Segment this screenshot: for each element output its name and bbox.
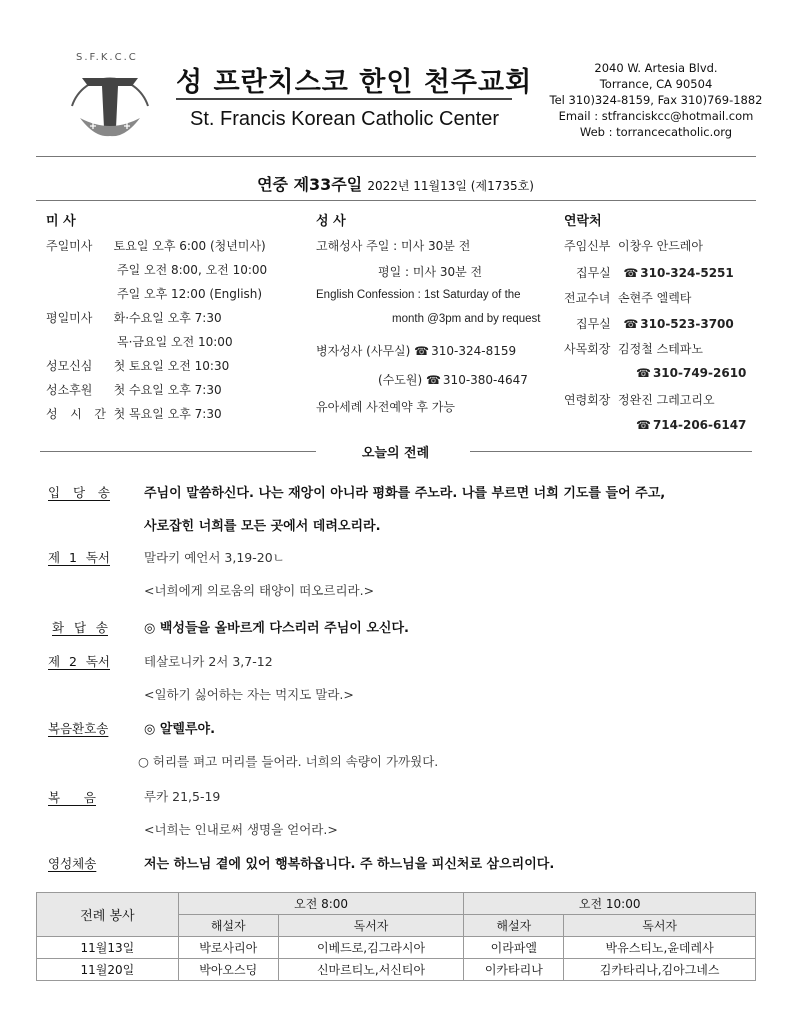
gospel-acclamation-verse: ○ 허리를 펴고 머리를 들어라. 너희의 속량이 가까웠다.: [138, 754, 439, 769]
contact-pastor: 주임신부 이창우 안드레아: [564, 239, 703, 253]
mass1-header: 오전 8:00: [178, 893, 464, 915]
issue-line: [0, 172, 791, 195]
psalm-label: 화 답 송: [52, 620, 108, 635]
communion-label: 영성체송: [48, 856, 97, 871]
contact-elder: 연령회장 정완진 그레고리오: [564, 393, 715, 407]
gospel-ref: 루카 21,5-19: [144, 789, 221, 804]
schedule-readers-2: 박유스티노,윤데레사: [564, 937, 756, 959]
header-divider: [36, 156, 756, 157]
phone-icon: [623, 266, 640, 280]
liturgy-title: 오늘의 전례: [361, 446, 430, 461]
church-name-korean: 성 프란치스코 한인 천주교회: [176, 67, 533, 98]
reading2-ref: 테살로니카 2서 3,7-12: [144, 654, 273, 669]
gospel-label: 복 음: [48, 790, 96, 805]
mass-row: 주일 오전 8:00, 오전 10:00: [117, 263, 268, 277]
schedule-date: 11월20일: [37, 959, 179, 981]
reading1-label: 제 1 독서: [48, 550, 110, 565]
table-row: [37, 959, 756, 981]
schedule-readers-1: 신마르티노,서신티아: [278, 959, 464, 981]
email-line: Email : stfranciskcc@hotmail.com: [558, 109, 754, 123]
church-logo: [60, 48, 160, 148]
reader-header: 독서자: [564, 915, 756, 937]
gospel-theme: <너희는 인내로써 생명을 얻어라.>: [144, 822, 338, 837]
reading1-ref: 말라키 예언서 3,19-20ㄴ: [144, 550, 285, 565]
logo-lettering: S.F.K.C.C: [76, 52, 138, 63]
english-confession: English Confession : 1st Saturday of the: [316, 289, 521, 301]
schedule-readers-1: 이베드로,김그라시아: [278, 937, 464, 959]
mass-row: 주일미사 토요일 오후 6:00 (청년미사): [46, 239, 266, 253]
schedule-readers-2: 김카타리나,김아그네스: [564, 959, 756, 981]
mass-row: 성모신심 첫 토요일 오전 10:30: [46, 359, 230, 373]
reading1-theme: <너희에게 의로움의 태양이 떠오르리라.>: [144, 583, 375, 598]
issue-date: 2022년 11월13일 (제1735호): [367, 179, 534, 193]
address-line-1: 2040 W. Artesia Blvd.: [594, 61, 718, 75]
schedule-commentator-1: 박아오스딩: [178, 959, 278, 981]
reading2-theme: <일하기 싫어하는 자는 먹지도 말라.>: [144, 687, 354, 702]
reader-header: 독서자: [278, 915, 464, 937]
mass-heading: 미 사: [46, 214, 76, 229]
reading2-label: 제 2 독서: [48, 654, 110, 669]
phone-icon: [636, 418, 653, 432]
contact-sister: 전교수녀 손현주 엘렉타: [564, 291, 692, 305]
phone-icon: [636, 366, 653, 380]
contact-office-1: 집무실 ☎ 310-324-5251: [576, 264, 734, 281]
contact-council: 사목회장 김정철 스테파노: [564, 342, 703, 356]
contacts-heading: 연락처: [564, 214, 602, 229]
mass-row: 목·금요일 오전 10:00: [117, 335, 233, 349]
contact-office-2: 집무실 ☎ 310-523-3700: [576, 315, 734, 332]
mass-row: 성 시 간 첫 목요일 오후 7:30: [46, 407, 222, 421]
mass2-header: 오전 10:00: [464, 893, 756, 915]
confession-sunday: 고해성사 주일 : 미사 30분 전: [316, 239, 471, 253]
sick-sacrament-office: 병자성사 (사무실) ☎ 310-324-8159: [316, 342, 516, 359]
communion-antiphon: 저는 하느님 곁에 있어 행복하옵니다. 주 하느님을 피신처로 삼으리이다.: [144, 857, 555, 872]
confession-weekday: 평일 : 미사 30분 전: [378, 265, 483, 279]
issue-divider: [36, 200, 756, 201]
mass-row: 주일 오후 12:00 (English): [117, 287, 263, 301]
entrance-antiphon: 주님이 말씀하신다. 나는 재앙이 아니라 평화를 주노라. 나를 부르면 너희 기도를 들어 주고,: [144, 486, 666, 501]
liturgical-week: 연중 제33주일: [257, 175, 363, 194]
address-line-2: Torrance, CA 90504: [599, 77, 713, 91]
responsorial-psalm: ◎ 백성들을 올바르게 다스리러 주님이 오신다.: [144, 621, 409, 636]
english-confession-cont: month @3pm and by request: [392, 313, 541, 325]
contact-elder-phone: ☎ 714-206-6147: [636, 418, 746, 432]
phone-icon: [623, 317, 640, 331]
schedule-commentator-1: 박로사리아: [178, 937, 278, 959]
contact-council-phone: ☎ 310-749-2610: [636, 366, 746, 380]
web-line: Web : torrancecatholic.org: [579, 125, 733, 139]
phone-icon: [426, 373, 443, 387]
church-name-english: St. Francis Korean Catholic Center: [190, 108, 500, 130]
entrance-label: 입 당 송: [48, 485, 110, 500]
phone-fax-line: Tel 310)324-8159, Fax 310)769-1882: [549, 93, 763, 107]
contact-address-block: [536, 60, 776, 140]
schedule-commentator-2: 이라파엘: [464, 937, 564, 959]
mass-row: 성소후원 첫 수요일 오후 7:30: [46, 383, 222, 397]
schedule-corner: 전례 봉사: [37, 893, 179, 937]
service-schedule-table: [36, 892, 756, 981]
infant-baptism: 유아세례 사전예약 후 가능: [316, 400, 455, 414]
phone-icon: [414, 344, 431, 358]
table-row: [37, 937, 756, 959]
sick-sacrament-convent: (수도원) ☎ 310-380-4647: [378, 371, 528, 388]
commentator-header: 해설자: [178, 915, 278, 937]
sacraments-heading: 성 사: [316, 214, 346, 229]
title-rule: [176, 98, 512, 100]
schedule-date: 11월13일: [37, 937, 179, 959]
schedule-commentator-2: 이카타리나: [464, 959, 564, 981]
entrance-antiphon-cont: 사로잡힌 너희를 모든 곳에서 데려오리라.: [144, 519, 381, 534]
gospel-acclamation: ◎ 알렐루야.: [144, 722, 216, 737]
section-rule-right: [470, 451, 752, 452]
mass-row: 평일미사 화·수요일 오후 7:30: [46, 311, 222, 325]
alleluia-label: 복음환호송: [48, 721, 109, 736]
commentator-header: 해설자: [464, 915, 564, 937]
